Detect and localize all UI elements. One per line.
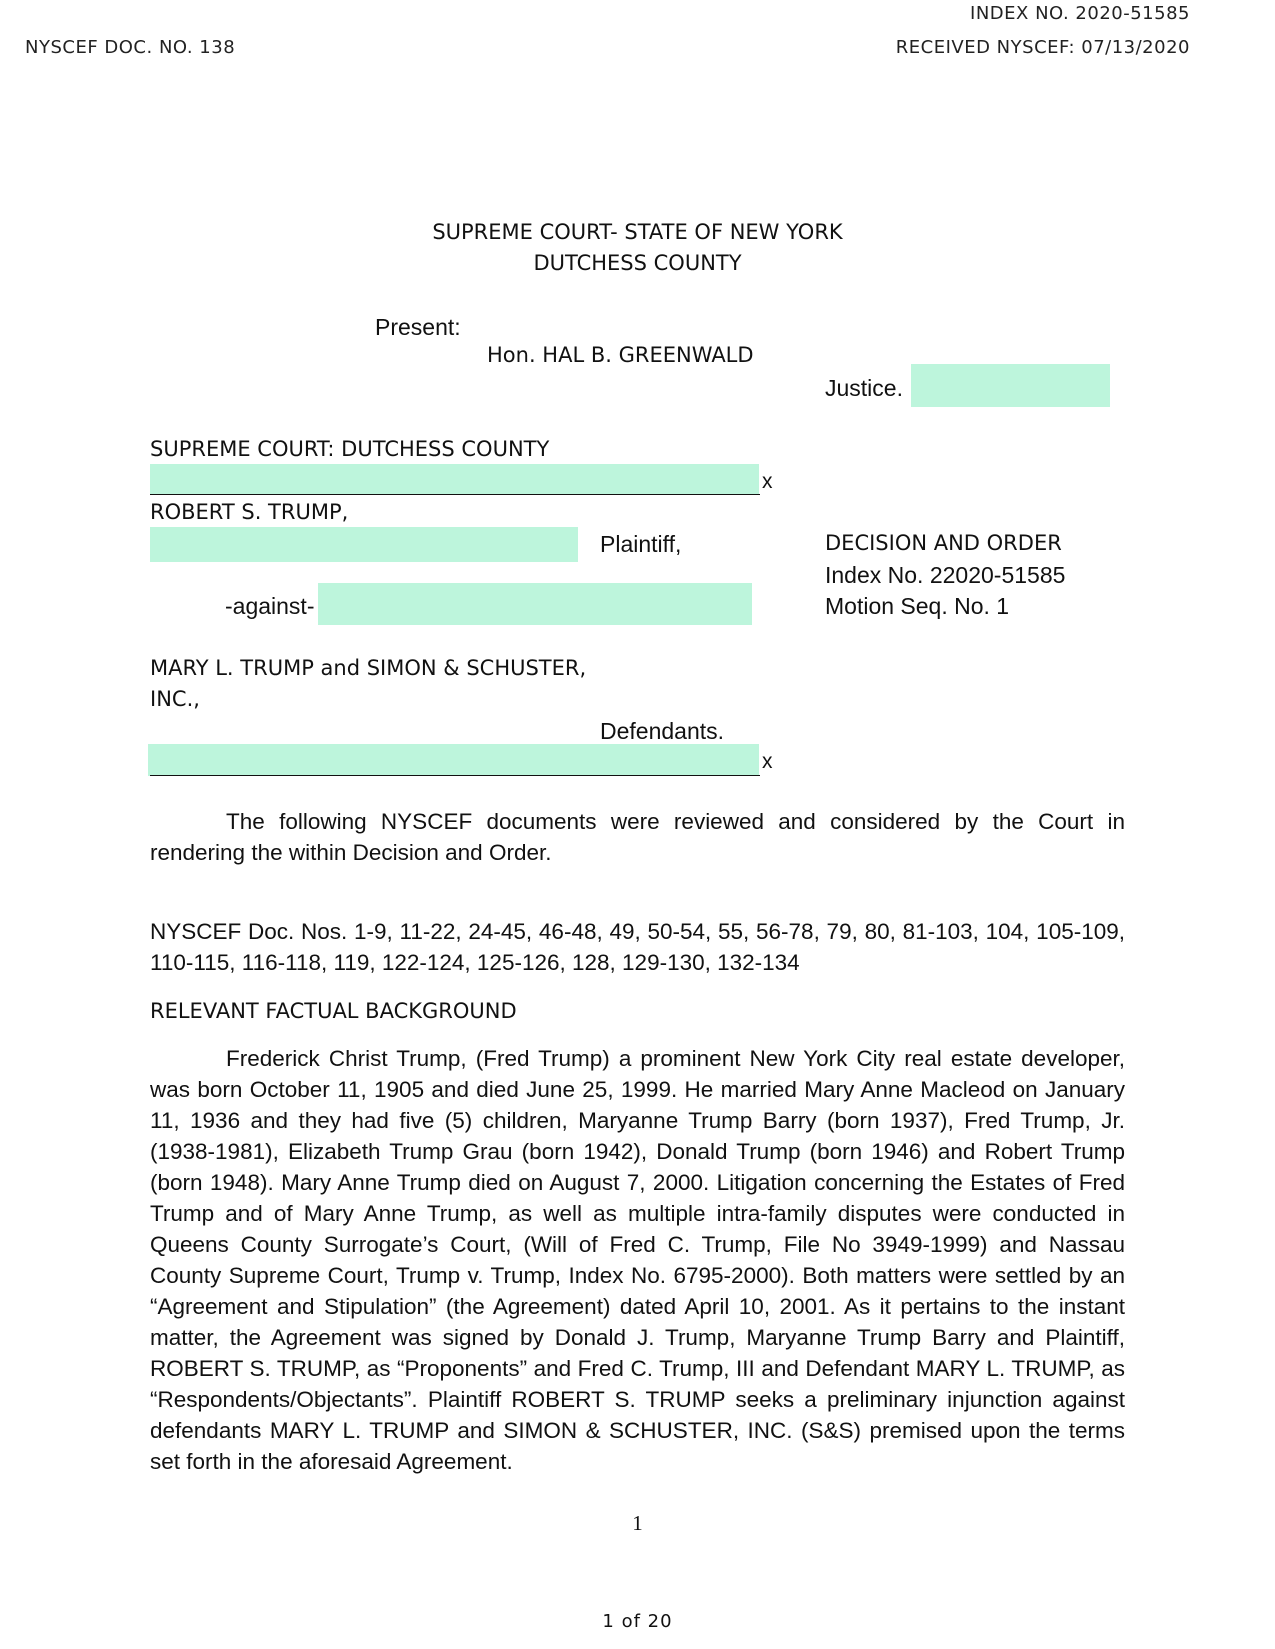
against-label: -against-	[225, 593, 315, 619]
justice-label: Justice.	[825, 375, 903, 401]
page-number: 1	[632, 1511, 643, 1535]
court-title: SUPREME COURT- STATE OF NEW YORK	[432, 220, 843, 244]
intro-text: The following NYSCEF documents were reviewed and considered by the Court in rendering the within Decision and Order.	[150, 809, 1125, 865]
highlight-box	[911, 364, 1110, 407]
background-text: Frederick Christ Trump, (Fred Trump) a prominent New York City real estate developer, was born October 11, 1905 and died June 25, 1999. He married Mary Anne Macleod on January 11, 1936 and they had five (5) children, Maryanne Trump Barry (born 1937), Fred Trump, Jr. (1938-1981), Elizabeth Trump Grau (born 1942), Donald Trump (born 1946) and Robert Trump (born 1948). Mary Anne Trump died on August 7, 2000. Litigation concerning the Estates of Fred Trump and of Mary Anne Trump, as well as multiple intra-family disputes were conducted in Queens County Surrogate’s Court, (Will of Fred C. Trump, File No 3949-1999) and Nassau County Supreme Court, Trump v. Trump, Index No. 6795-2000). Both matters were settled by an “Agreement and Stipulation” (the Agreement) dated April 10, 2001. As it pertains to the instant matter, the Agreement was signed by Donald J. Trump, Maryanne Trump Barry and Plaintiff, ROBERT S. TRUMP, as “Proponents” and Fred C. Trump, III and Defendant MARY L. TRUMP, as “Respondents/Objectants”. Plaintiff ROBERT S. TRUMP seeks a preliminary injunction against defendants MARY L. TRUMP and SIMON & SCHUSTER, INC. (S&S) premised upon the terms set forth in the aforesaid Agreement.	[150, 1046, 1125, 1474]
defendants-role: Defendants.	[600, 718, 725, 744]
highlight-box	[150, 464, 759, 495]
document-list	[150, 916, 1125, 978]
background-paragraph	[150, 1043, 1125, 1477]
motion-sequence: Motion Seq. No. 1	[825, 593, 1010, 619]
caption-rule	[150, 775, 760, 776]
county-title: DUTCHESS COUNTY	[533, 251, 742, 275]
highlight-box	[318, 583, 752, 625]
intro-paragraph	[150, 806, 1125, 868]
court-county-heading: SUPREME COURT: DUTCHESS COUNTY	[150, 437, 550, 461]
document-list-text: NYSCEF Doc. Nos. 1-9, 11-22, 24-45, 46-48, 49, 50-54, 55, 56-78, 79, 80, 81-103, 104, 105-109, 110-115, 116-118, 119, 122-124, 125-126, 128, 129-130, 132-134	[150, 919, 1125, 975]
page-footer: 1 of 20	[602, 1611, 673, 1632]
defendants-names-line1: MARY L. TRUMP and SIMON & SCHUSTER,	[150, 656, 587, 680]
caption-x-marker: x	[762, 750, 773, 773]
defendants-names-line2: INC.,	[150, 687, 200, 711]
order-title: DECISION AND ORDER	[825, 531, 1062, 555]
highlight-box	[148, 744, 759, 776]
present-label: Present:	[375, 314, 461, 340]
highlight-box	[150, 527, 578, 562]
received-date: RECEIVED NYSCEF: 07/13/2020	[895, 37, 1190, 58]
plaintiff-name: ROBERT S. TRUMP,	[150, 500, 349, 524]
plaintiff-role: Plaintiff,	[600, 531, 682, 557]
index-number: INDEX NO. 2020-51585	[970, 3, 1190, 24]
section-heading: RELEVANT FACTUAL BACKGROUND	[150, 999, 517, 1023]
order-index-number: Index No. 22020-51585	[825, 562, 1066, 588]
judge-name: Hon. HAL B. GREENWALD	[487, 343, 754, 367]
nyscef-doc-number: NYSCEF DOC. NO. 138	[25, 37, 236, 58]
caption-rule	[150, 494, 760, 495]
caption-x-marker: x	[762, 470, 773, 493]
